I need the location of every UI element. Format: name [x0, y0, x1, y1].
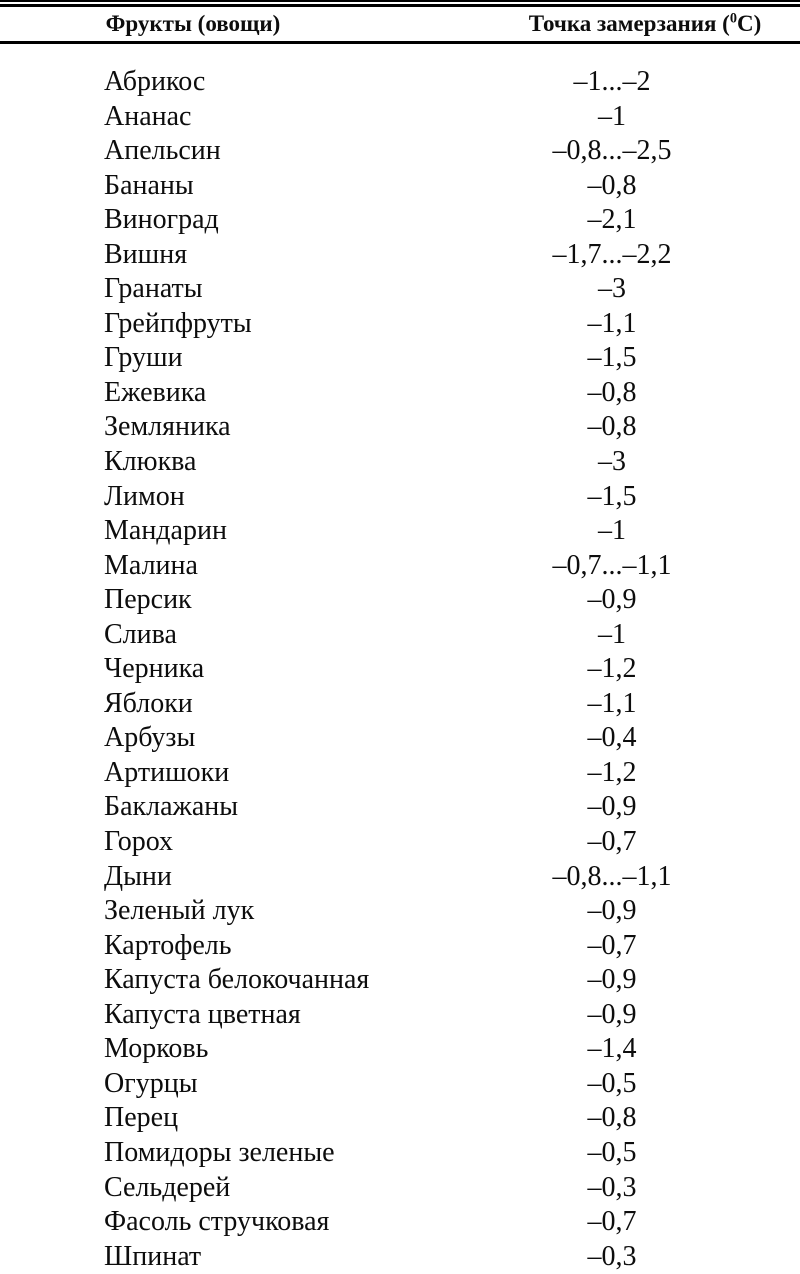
table-row: [0, 860, 800, 895]
table-row: [0, 1240, 800, 1274]
table-row: [0, 963, 800, 998]
table-row: [0, 65, 800, 100]
celsius-label: С): [736, 11, 762, 36]
table-row: [0, 721, 800, 756]
product-name-cell: Фасоль стручковая: [104, 1206, 330, 1238]
freezing-point-cell: –0,9: [587, 895, 637, 927]
freezing-point-cell: –0,7: [587, 929, 637, 961]
table-row: [0, 998, 800, 1033]
column-header-freezing-point: [495, 7, 795, 41]
freezing-point-cell: –0,9: [587, 584, 637, 616]
freezing-point-cell: –1: [598, 100, 626, 132]
freezing-point-cell: –0,7...–1,1: [552, 549, 672, 581]
product-name-cell: Клюква: [104, 446, 197, 478]
product-name-cell: Малина: [104, 549, 198, 581]
product-name-cell: Мандарин: [104, 515, 227, 547]
freezing-point-cell: –1,1: [587, 307, 637, 339]
freezing-point-cell: –0,8: [587, 411, 637, 443]
table-row: [0, 376, 800, 411]
table-row: [0, 272, 800, 307]
table-row: [0, 583, 800, 618]
product-name-cell: Капуста цветная: [104, 998, 301, 1030]
freezing-point-cell: –1,7...–2,2: [552, 238, 672, 270]
table-row: [0, 514, 800, 549]
table-row: [0, 1205, 800, 1240]
table-row: [0, 929, 800, 964]
freezing-point-cell: –1,2: [587, 756, 637, 788]
column-header-product: Фрукты (овощи): [105, 11, 281, 36]
product-name-cell: Апельсин: [104, 135, 221, 167]
product-name-cell: Дыни: [104, 860, 172, 892]
product-name-cell: Горох: [104, 826, 174, 858]
freezing-point-cell: –3: [598, 446, 626, 478]
freezing-point-cell: –0,8: [587, 169, 637, 201]
product-name-cell: Груши: [104, 342, 183, 374]
freezing-point-cell: –3: [598, 273, 626, 305]
freezing-point-cell: –1,5: [587, 342, 637, 374]
freezing-point-cell: –0,9: [587, 964, 637, 996]
header-divider-rule: [0, 41, 800, 44]
table-row: [0, 341, 800, 376]
product-name-cell: Зеленый лук: [104, 895, 255, 927]
freezing-point-cell: –0,9: [587, 791, 637, 823]
product-name-cell: Арбузы: [104, 722, 196, 754]
product-name-cell: Грейпфруты: [104, 307, 252, 339]
table-row: [0, 445, 800, 480]
table-row: [0, 1101, 800, 1136]
table-row: [0, 1136, 800, 1171]
freezing-point-cell: –1...–2: [573, 66, 651, 97]
table-row: [0, 652, 800, 687]
product-name-cell: Персик: [104, 584, 192, 616]
freezing-point-cell: –0,7: [587, 826, 637, 858]
table-header-row: [0, 7, 800, 41]
product-name-cell: Гранаты: [104, 273, 203, 305]
freezing-point-cell: –1,4: [587, 1033, 637, 1065]
product-name-cell: Лимон: [104, 480, 185, 512]
freezing-point-cell: –0,3: [587, 1171, 637, 1203]
freezing-point-cell: –1: [598, 618, 626, 650]
product-name-cell: Перец: [104, 1102, 179, 1134]
product-name-cell: Ежевика: [104, 376, 207, 408]
freezing-point-cell: –0,9: [587, 998, 637, 1030]
freezing-point-cell: –1,2: [587, 653, 637, 685]
product-name-cell: Капуста белокочанная: [104, 964, 370, 996]
product-name-cell: Сельдерей: [104, 1171, 231, 1203]
product-name-cell: Шпинат: [104, 1240, 202, 1272]
table-row: [0, 1067, 800, 1102]
product-name-cell: Земляника: [104, 411, 231, 443]
table-row: [0, 687, 800, 722]
freezing-point-cell: –1: [598, 515, 626, 547]
table-row: [0, 238, 800, 273]
freezing-point-cell: –0,5: [587, 1067, 637, 1099]
table-row: [0, 480, 800, 515]
table-row: [0, 790, 800, 825]
product-name-cell: Абрикос: [104, 66, 206, 97]
table-row: [0, 307, 800, 342]
product-name-cell: Артишоки: [104, 756, 230, 788]
freezing-point-cell: –0,8...–2,5: [552, 135, 672, 167]
freezing-point-cell: –0,8: [587, 376, 637, 408]
table-row: [0, 894, 800, 929]
product-name-cell: Огурцы: [104, 1067, 198, 1099]
freezing-point-cell: –0,8: [587, 1102, 637, 1134]
product-name-cell: Ананас: [104, 100, 192, 132]
freezing-point-cell: –0,5: [587, 1136, 637, 1168]
product-name-cell: Слива: [104, 618, 177, 650]
product-name-cell: Морковь: [104, 1033, 209, 1065]
table-row: [0, 134, 800, 169]
table-row: [0, 203, 800, 238]
freezing-point-cell: –0,8...–1,1: [552, 860, 672, 892]
table-body: [0, 46, 800, 1274]
product-name-cell: Яблоки: [104, 687, 193, 719]
freezing-point-cell: –0,3: [587, 1240, 637, 1272]
freezing-point-cell: –0,4: [587, 722, 637, 754]
table-row: [0, 756, 800, 791]
freezing-point-cell: –1,1: [587, 687, 637, 719]
freezing-point-cell: –2,1: [587, 204, 637, 236]
freezing-point-cell: –0,7: [587, 1206, 637, 1238]
table-row: [0, 825, 800, 860]
table-row: [0, 549, 800, 584]
product-name-cell: Картофель: [104, 929, 232, 961]
product-name-cell: Виноград: [104, 204, 219, 236]
table-row: [0, 100, 800, 135]
top-rule-outer: [0, 0, 800, 2]
table-row: [0, 1032, 800, 1067]
freezing-point-cell: –1,5: [587, 480, 637, 512]
table-row: [0, 618, 800, 653]
table-row: [0, 1171, 800, 1206]
product-name-cell: Баклажаны: [104, 791, 239, 823]
product-name-cell: Черника: [104, 653, 205, 685]
product-name-cell: Помидоры зеленые: [104, 1136, 335, 1168]
freezing-point-label: Точка замерзания (: [528, 11, 730, 36]
table-row: [0, 410, 800, 445]
table-row: [0, 169, 800, 204]
product-name-cell: Бананы: [104, 169, 194, 201]
product-name-cell: Вишня: [104, 238, 188, 270]
degree-superscript: 0: [729, 10, 737, 27]
